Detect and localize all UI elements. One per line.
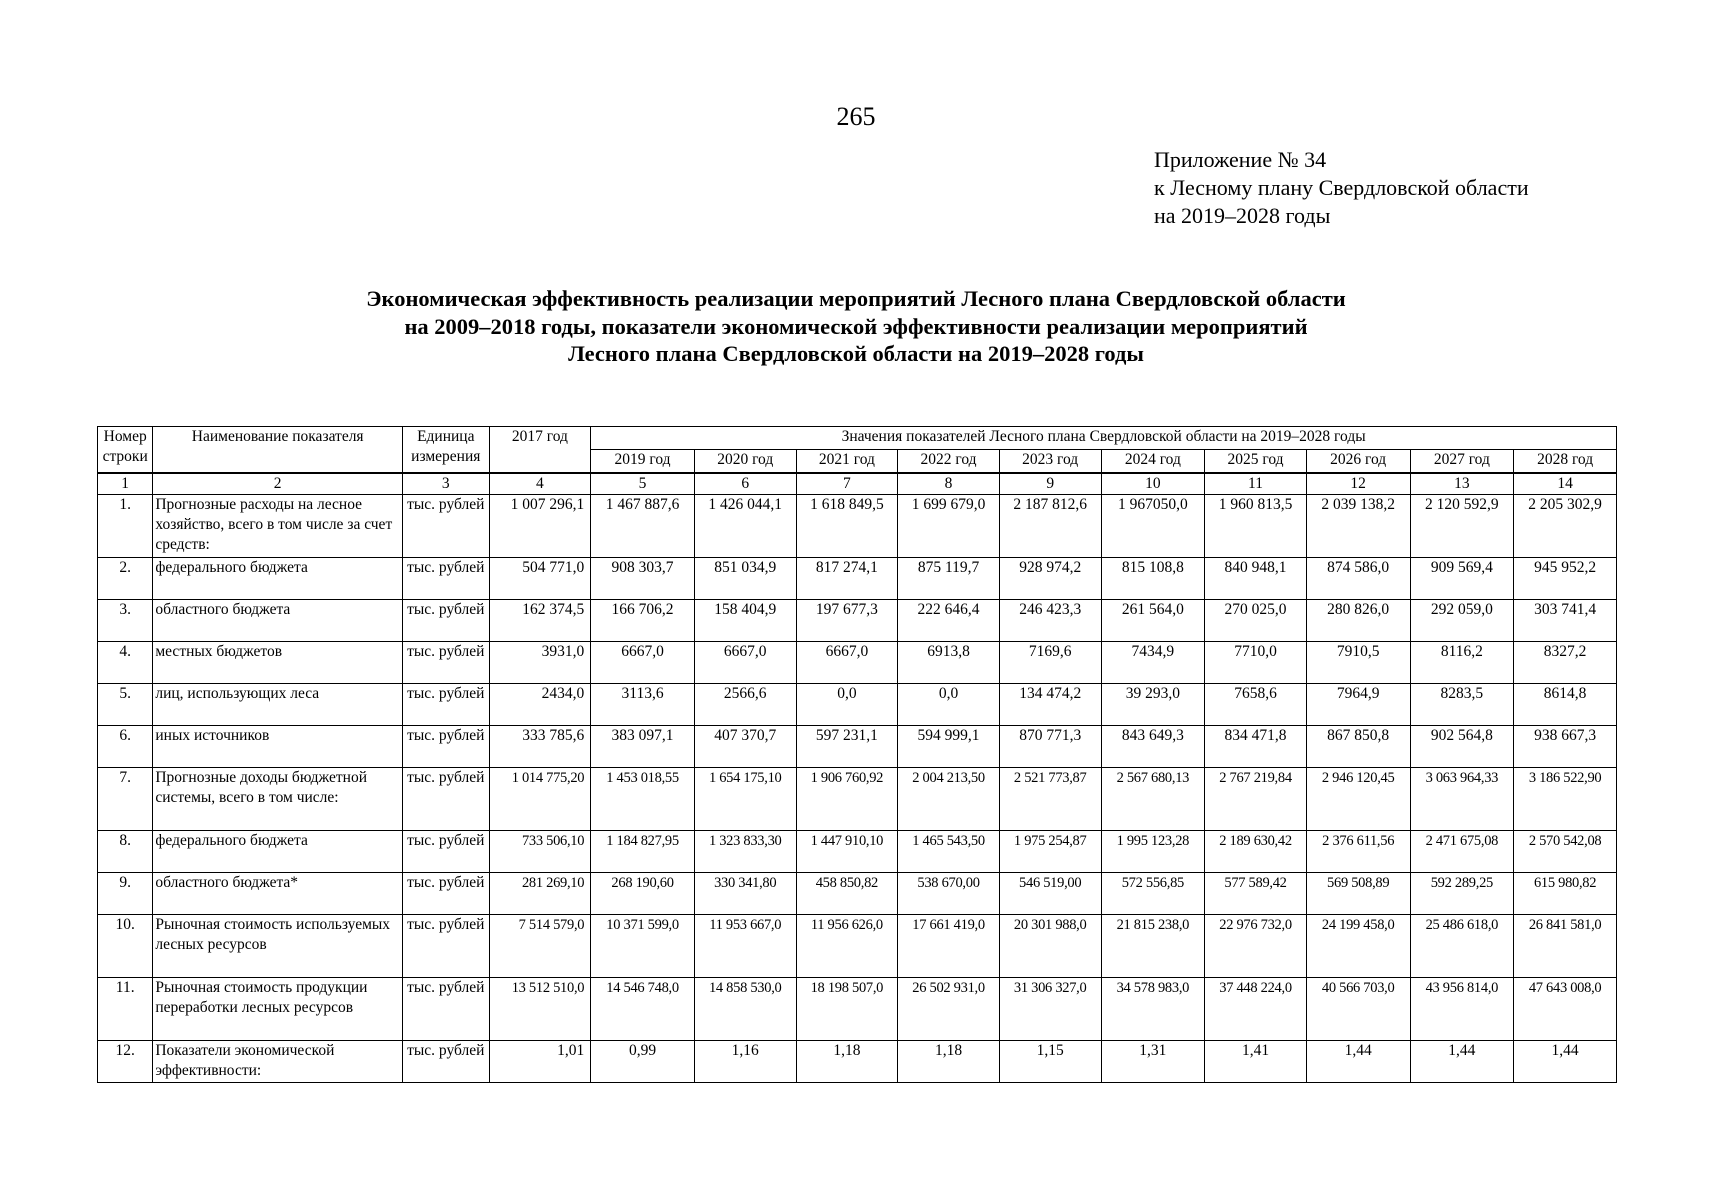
value-cell: 6667,0 [591, 642, 695, 684]
value-cell: 10 371 599,0 [591, 915, 695, 978]
value-cell: 0,99 [591, 1041, 695, 1083]
header-year: 2019 год [591, 450, 695, 474]
column-number: 3 [403, 473, 490, 495]
value-cell: 47 643 008,0 [1514, 978, 1617, 1041]
value-cell: 538 670,00 [898, 873, 1000, 915]
value-cell: 572 556,85 [1101, 873, 1205, 915]
value-cell: 26 502 931,0 [898, 978, 1000, 1041]
value-cell: 1,18 [796, 1041, 898, 1083]
header-year: 2021 год [796, 450, 898, 474]
value-2017: 3931,0 [489, 642, 591, 684]
value-cell: 6667,0 [796, 642, 898, 684]
value-cell: 2 376 611,56 [1306, 831, 1410, 873]
row-number: 8. [98, 831, 153, 873]
value-cell: 569 508,89 [1306, 873, 1410, 915]
value-cell: 577 589,42 [1205, 873, 1307, 915]
value-2017: 7 514 579,0 [489, 915, 591, 978]
table-row [98, 915, 1617, 978]
value-2017: 162 374,5 [489, 600, 591, 642]
column-number: 10 [1101, 473, 1205, 495]
value-cell: 1 906 760,92 [796, 768, 898, 831]
unit: тыс. рублей [403, 768, 490, 831]
column-number: 14 [1514, 473, 1617, 495]
value-cell: 6913,8 [898, 642, 1000, 684]
value-cell: 39 293,0 [1101, 684, 1205, 726]
header-year: 2026 год [1306, 450, 1410, 474]
table-row [98, 726, 1617, 768]
indicators-table [97, 426, 1617, 1083]
value-2017: 2434,0 [489, 684, 591, 726]
appendix-line-3: на 2019–2028 годы [1154, 203, 1331, 228]
column-number: 2 [153, 473, 403, 495]
value-cell: 20 301 988,0 [999, 915, 1101, 978]
value-cell: 2566,6 [694, 684, 796, 726]
value-cell: 2 189 630,42 [1205, 831, 1307, 873]
unit: тыс. рублей [403, 831, 490, 873]
indicator-name: лиц, использующих леса [153, 684, 403, 726]
value-cell: 1,31 [1101, 1041, 1205, 1083]
title-line-1: Экономическая эффективность реализации мероприятий Лесного плана Свердловской области [366, 286, 1346, 311]
column-number: 4 [489, 473, 591, 495]
value-cell: 280 826,0 [1306, 600, 1410, 642]
value-cell: 7910,5 [1306, 642, 1410, 684]
title-line-2: на 2009–2018 годы, показатели экономической эффективности реализации мероприятий [404, 313, 1308, 339]
column-number: 13 [1410, 473, 1514, 495]
value-cell: 592 289,25 [1410, 873, 1514, 915]
table-row [98, 1041, 1617, 1083]
value-cell: 594 999,1 [898, 726, 1000, 768]
unit: тыс. рублей [403, 1041, 490, 1083]
value-cell: 407 370,7 [694, 726, 796, 768]
unit: тыс. рублей [403, 873, 490, 915]
value-cell: 1 453 018,55 [591, 768, 695, 831]
value-cell: 1 426 044,1 [694, 495, 796, 558]
row-number: 6. [98, 726, 153, 768]
value-cell: 851 034,9 [694, 558, 796, 600]
value-cell: 292 059,0 [1410, 600, 1514, 642]
value-2017: 281 269,10 [489, 873, 591, 915]
value-cell: 2 570 542,08 [1514, 831, 1617, 873]
value-cell: 6667,0 [694, 642, 796, 684]
appendix-line-2: к Лесному плану Свердловской области [1154, 175, 1529, 200]
value-cell: 843 649,3 [1101, 726, 1205, 768]
value-cell: 1 467 887,6 [591, 495, 695, 558]
value-cell: 1 323 833,30 [694, 831, 796, 873]
header-row-number: Номер строки [98, 427, 153, 474]
column-number: 9 [999, 473, 1101, 495]
row-number: 5. [98, 684, 153, 726]
value-cell: 7658,6 [1205, 684, 1307, 726]
indicator-name: федерального бюджета [153, 558, 403, 600]
header-year: 2028 год [1514, 450, 1617, 474]
indicator-name: Прогнозные доходы бюджетной системы, всего в том числе: [153, 768, 403, 831]
value-2017: 1 007 296,1 [489, 495, 591, 558]
header-group: Значения показателей Лесного плана Свердловской области на 2019–2028 годы [591, 427, 1617, 450]
table-row [98, 495, 1617, 558]
value-cell: 0,0 [898, 684, 1000, 726]
header-year: 2020 год [694, 450, 796, 474]
value-cell: 909 569,4 [1410, 558, 1514, 600]
column-number: 6 [694, 473, 796, 495]
value-cell: 1 975 254,87 [999, 831, 1101, 873]
appendix-line-1: Приложение № 34 [1154, 147, 1327, 172]
value-cell: 1,15 [999, 1041, 1101, 1083]
column-number: 7 [796, 473, 898, 495]
value-cell: 17 661 419,0 [898, 915, 1000, 978]
value-cell: 875 119,7 [898, 558, 1000, 600]
value-cell: 945 952,2 [1514, 558, 1617, 600]
value-cell: 902 564,8 [1410, 726, 1514, 768]
value-cell: 166 706,2 [591, 600, 695, 642]
row-number: 11. [98, 978, 153, 1041]
column-number: 1 [98, 473, 153, 495]
value-cell: 1 447 910,10 [796, 831, 898, 873]
value-cell: 14 858 530,0 [694, 978, 796, 1041]
value-cell: 11 956 626,0 [796, 915, 898, 978]
value-cell: 1,44 [1410, 1041, 1514, 1083]
value-cell: 1 618 849,5 [796, 495, 898, 558]
value-cell: 330 341,80 [694, 873, 796, 915]
value-cell: 8614,8 [1514, 684, 1617, 726]
document-title [200, 285, 1512, 368]
table-row [98, 978, 1617, 1041]
value-cell: 26 841 581,0 [1514, 915, 1617, 978]
table-row [98, 600, 1617, 642]
value-cell: 1 967050,0 [1101, 495, 1205, 558]
value-cell: 458 850,82 [796, 873, 898, 915]
value-cell: 3 063 964,33 [1410, 768, 1514, 831]
table-row [98, 768, 1617, 831]
value-cell: 874 586,0 [1306, 558, 1410, 600]
value-cell: 303 741,4 [1514, 600, 1617, 642]
column-number: 5 [591, 473, 695, 495]
value-cell: 1,44 [1306, 1041, 1410, 1083]
value-cell: 40 566 703,0 [1306, 978, 1410, 1041]
indicator-name: Рыночная стоимость используемых лесных ресурсов [153, 915, 403, 978]
row-number: 3. [98, 600, 153, 642]
value-2017: 333 785,6 [489, 726, 591, 768]
unit: тыс. рублей [403, 495, 490, 558]
header-year: 2025 год [1205, 450, 1307, 474]
value-cell: 1,16 [694, 1041, 796, 1083]
value-cell: 2 567 680,13 [1101, 768, 1205, 831]
value-cell: 7434,9 [1101, 642, 1205, 684]
value-cell: 222 646,4 [898, 600, 1000, 642]
value-cell: 2 120 592,9 [1410, 495, 1514, 558]
table-row [98, 642, 1617, 684]
value-cell: 870 771,3 [999, 726, 1101, 768]
indicator-name: иных источников [153, 726, 403, 768]
indicator-name: Рыночная стоимость продукции переработки лесных ресурсов [153, 978, 403, 1041]
header-unit: Единица измерения [403, 427, 490, 474]
value-cell: 383 097,1 [591, 726, 695, 768]
value-cell: 7964,9 [1306, 684, 1410, 726]
value-cell: 197 677,3 [796, 600, 898, 642]
value-cell: 1 995 123,28 [1101, 831, 1205, 873]
value-cell: 31 306 327,0 [999, 978, 1101, 1041]
indicator-name: федерального бюджета [153, 831, 403, 873]
value-cell: 37 448 224,0 [1205, 978, 1307, 1041]
value-cell: 158 404,9 [694, 600, 796, 642]
unit: тыс. рублей [403, 558, 490, 600]
unit: тыс. рублей [403, 726, 490, 768]
indicator-name: Показатели экономической эффективности: [153, 1041, 403, 1083]
row-number: 12. [98, 1041, 153, 1083]
value-cell: 270 025,0 [1205, 600, 1307, 642]
value-cell: 2 205 302,9 [1514, 495, 1617, 558]
value-2017: 1 014 775,20 [489, 768, 591, 831]
unit: тыс. рублей [403, 978, 490, 1041]
value-cell: 246 423,3 [999, 600, 1101, 642]
value-cell: 43 956 814,0 [1410, 978, 1514, 1041]
value-cell: 7169,6 [999, 642, 1101, 684]
value-cell: 908 303,7 [591, 558, 695, 600]
value-cell: 1 654 175,10 [694, 768, 796, 831]
value-cell: 2 471 675,08 [1410, 831, 1514, 873]
value-cell: 3 186 522,90 [1514, 768, 1617, 831]
value-cell: 24 199 458,0 [1306, 915, 1410, 978]
value-cell: 840 948,1 [1205, 558, 1307, 600]
value-cell: 2 767 219,84 [1205, 768, 1307, 831]
value-cell: 261 564,0 [1101, 600, 1205, 642]
table-row [98, 873, 1617, 915]
value-2017: 733 506,10 [489, 831, 591, 873]
row-number: 7. [98, 768, 153, 831]
value-2017: 504 771,0 [489, 558, 591, 600]
value-cell: 2 187 812,6 [999, 495, 1101, 558]
value-cell: 1,18 [898, 1041, 1000, 1083]
value-cell: 11 953 667,0 [694, 915, 796, 978]
value-cell: 3113,6 [591, 684, 695, 726]
value-cell: 1 960 813,5 [1205, 495, 1307, 558]
title-line-3: Лесного плана Свердловской области на 2019–2028 годы [568, 341, 1144, 366]
unit: тыс. рублей [403, 600, 490, 642]
value-cell: 25 486 618,0 [1410, 915, 1514, 978]
value-cell: 1 184 827,95 [591, 831, 695, 873]
value-2017: 13 512 510,0 [489, 978, 591, 1041]
value-cell: 8116,2 [1410, 642, 1514, 684]
page-number: 265 [836, 102, 876, 131]
column-number: 11 [1205, 473, 1307, 495]
value-cell: 1 699 679,0 [898, 495, 1000, 558]
table-row [98, 831, 1617, 873]
unit: тыс. рублей [403, 915, 490, 978]
header-year: 2023 год [999, 450, 1101, 474]
unit: тыс. рублей [403, 684, 490, 726]
value-cell: 2 004 213,50 [898, 768, 1000, 831]
unit: тыс. рублей [403, 642, 490, 684]
value-cell: 268 190,60 [591, 873, 695, 915]
value-cell: 2 521 773,87 [999, 768, 1101, 831]
value-cell: 2 039 138,2 [1306, 495, 1410, 558]
indicator-name: областного бюджета* [153, 873, 403, 915]
value-cell: 134 474,2 [999, 684, 1101, 726]
value-cell: 1 465 543,50 [898, 831, 1000, 873]
row-number: 9. [98, 873, 153, 915]
value-cell: 14 546 748,0 [591, 978, 695, 1041]
row-number: 2. [98, 558, 153, 600]
value-cell: 615 980,82 [1514, 873, 1617, 915]
value-cell: 834 471,8 [1205, 726, 1307, 768]
indicator-name: областного бюджета [153, 600, 403, 642]
value-cell: 815 108,8 [1101, 558, 1205, 600]
table-row [98, 684, 1617, 726]
value-cell: 867 850,8 [1306, 726, 1410, 768]
column-number: 8 [898, 473, 1000, 495]
header-year: 2024 год [1101, 450, 1205, 474]
value-cell: 18 198 507,0 [796, 978, 898, 1041]
header-base-year: 2017 год [489, 427, 591, 474]
value-cell: 8283,5 [1410, 684, 1514, 726]
header-indicator-name: Наименование показателя [153, 427, 403, 474]
value-cell: 0,0 [796, 684, 898, 726]
value-2017: 1,01 [489, 1041, 591, 1083]
value-cell: 817 274,1 [796, 558, 898, 600]
row-number: 10. [98, 915, 153, 978]
value-cell: 1,41 [1205, 1041, 1307, 1083]
value-cell: 8327,2 [1514, 642, 1617, 684]
value-cell: 34 578 983,0 [1101, 978, 1205, 1041]
column-number: 12 [1306, 473, 1410, 495]
value-cell: 2 946 120,45 [1306, 768, 1410, 831]
header-year: 2027 год [1410, 450, 1514, 474]
indicator-name: местных бюджетов [153, 642, 403, 684]
value-cell: 928 974,2 [999, 558, 1101, 600]
value-cell: 22 976 732,0 [1205, 915, 1307, 978]
value-cell: 546 519,00 [999, 873, 1101, 915]
header-year: 2022 год [898, 450, 1000, 474]
table-row [98, 558, 1617, 600]
indicator-name: Прогнозные расходы на лесное хозяйство, всего в том числе за счет средств: [153, 495, 403, 558]
value-cell: 7710,0 [1205, 642, 1307, 684]
value-cell: 21 815 238,0 [1101, 915, 1205, 978]
value-cell: 938 667,3 [1514, 726, 1617, 768]
appendix-note [1154, 146, 1529, 230]
row-number: 1. [98, 495, 153, 558]
row-number: 4. [98, 642, 153, 684]
value-cell: 1,44 [1514, 1041, 1617, 1083]
value-cell: 597 231,1 [796, 726, 898, 768]
